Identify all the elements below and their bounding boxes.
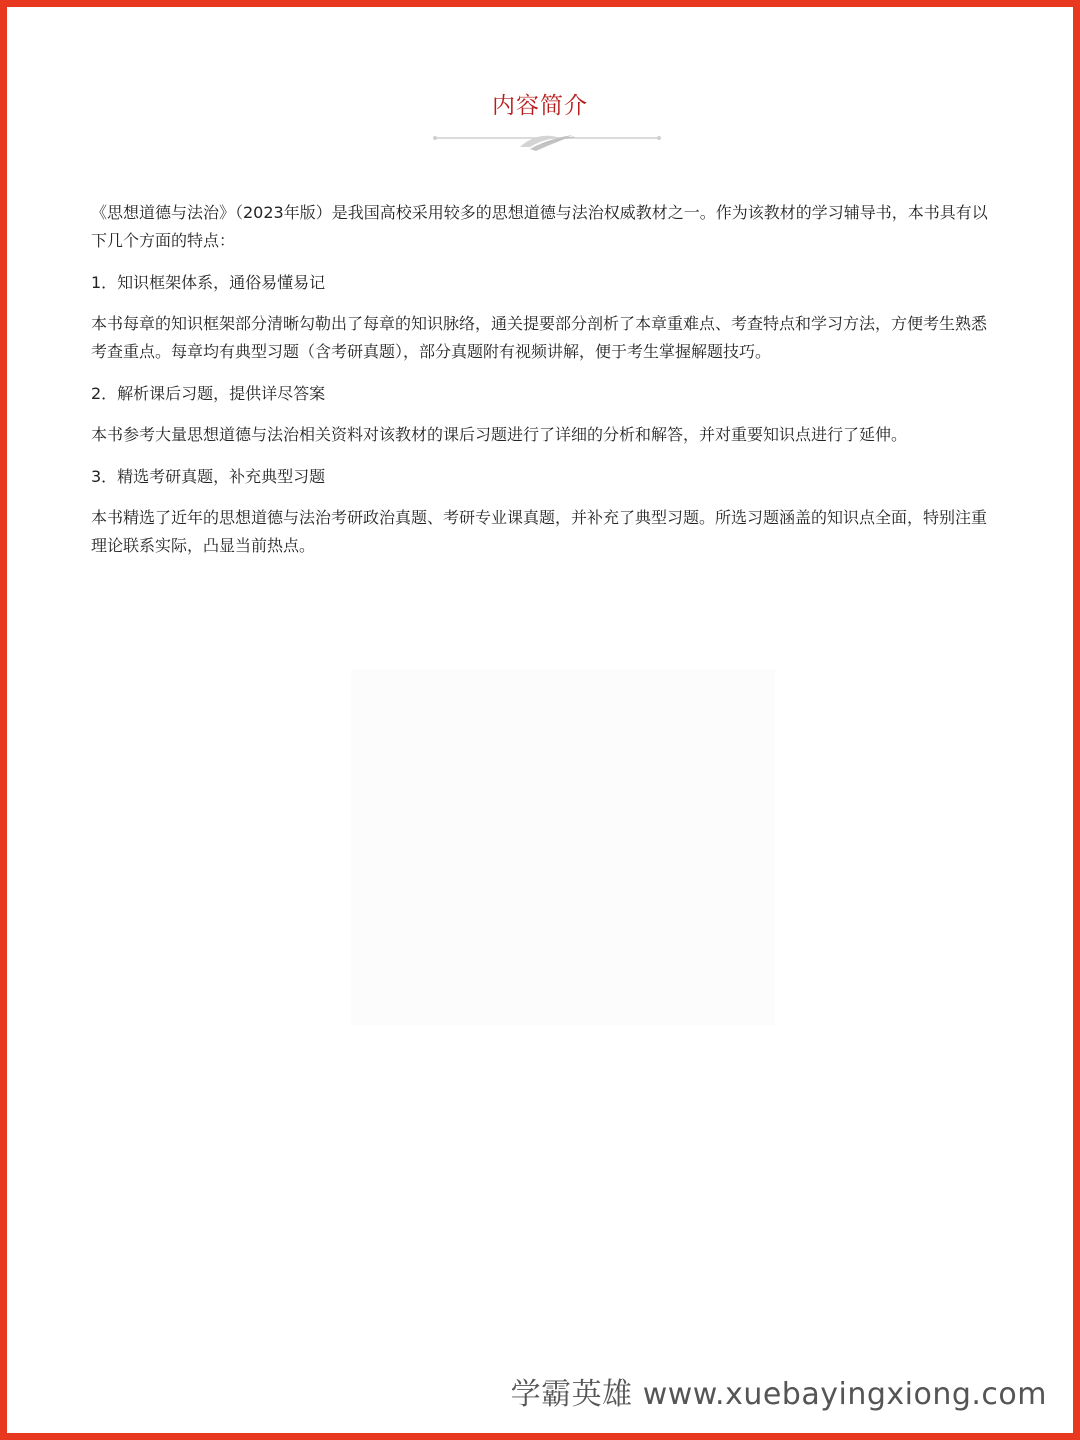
section-body: 本书参考大量思想道德与法治相关资料对该教材的课后习题进行了详细的分析和解答，并对重要知识点进行了延伸。 — [91, 425, 908, 444]
content-area — [91, 199, 991, 574]
section-heading: 1．知识框架体系，通俗易懂易记 — [91, 273, 326, 292]
section-body: 本书精选了近年的思想道德与法治考研政治真题、考研专业课真题，并补充了典型习题。所选习题涵盖的知识点全面，特别注重理论联系实际，凸显当前热点。 — [91, 508, 988, 555]
section-heading: 2．解析课后习题，提供详尽答案 — [91, 384, 326, 403]
title-divider-ornament — [432, 125, 662, 153]
blank-image-area — [351, 669, 775, 1025]
section-body: 本书每章的知识框架部分清晰勾勒出了每章的知识脉络，通关提要部分剖析了本章重难点、考查特点和学习方法，方便考生熟悉考查重点。每章均有典型习题（含考研真题），部分真题附有视频讲解，便于考生掌握解题技巧。 — [91, 314, 988, 361]
intro-paragraph: 《思想道德与法治》（2023年版）是我国高校采用较多的思想道德与法治权威教材之一。作为该教材的学习辅导书，本书具有以下几个方面的特点： — [91, 203, 988, 250]
page-title: 内容简介 — [492, 93, 588, 119]
section-heading: 3．精选考研真题，补充典型习题 — [91, 467, 326, 486]
site-watermark: 学霸英雄 www.xuebayingxiong.com — [510, 1377, 1047, 1412]
